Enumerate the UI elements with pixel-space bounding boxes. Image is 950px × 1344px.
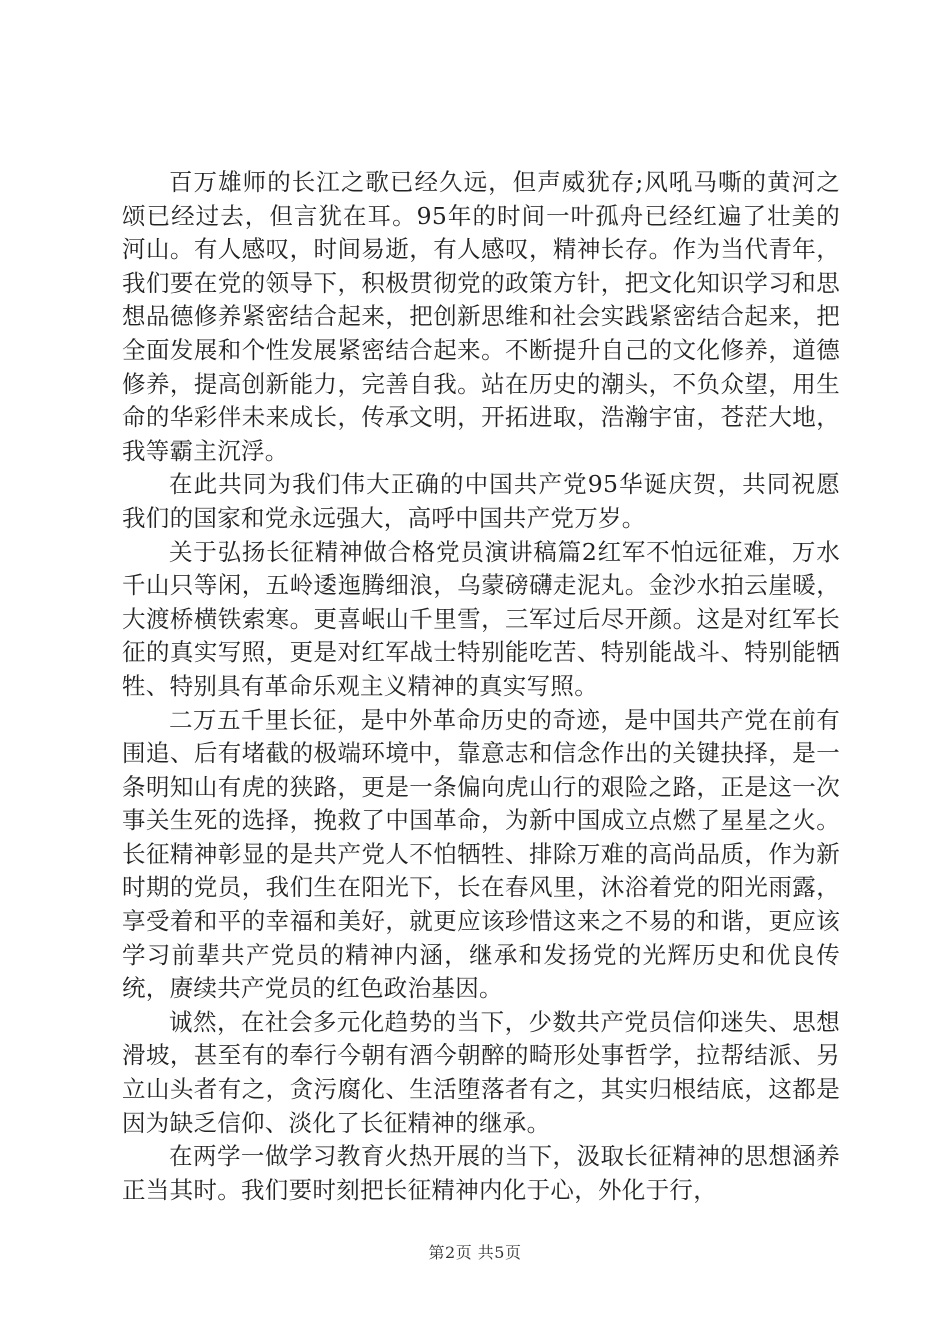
paragraph-4: 二万五千里长征，是中外革命历史的奇迹，是中国共产党在前有围追、后有堵截的极端环境中，靠意志和信念作出的关键抉择，是一条明知山有虎的狭路，更是一条偏向虎山行的艰险之路，正是这一次事关生死的选择，挽救了中国革命，为新中国成立点燃了星星之火。长征精神彰显的是共产党人不怕牺牲、排除万难的高尚品质，作为新时期的党员，我们生在阳光下，长在春风里，沐浴着党的阳光雨露，享受着和平的幸福和美好，就更应该珍惜这来之不易的和谐，更应该学习前辈共产党员的精神内涵，继承和发扬党的光辉历史和优良传统，赓续共产党员的红色政治基因。 xyxy=(122,705,840,1003)
paragraph-3: 关于弘扬长征精神做合格党员演讲稿篇2红军不怕远征难，万水千山只等闲，五岭逶迤腾细浪，乌蒙磅礴走泥丸。金沙水拍云崖暖，大渡桥横铁索寒。更喜岷山千里雪，三军过后尽开颜。这是对红军长征的真实写照，更是对红军战士特别能吃苦、特别能战斗、特别能牺牲、特别具有革命乐观主义精神的真实写照。 xyxy=(122,537,840,700)
page-footer: 第2页 共5页 xyxy=(428,1243,522,1262)
document-body xyxy=(122,166,840,1207)
paragraph-2: 在此共同为我们伟大正确的中国共产党95华诞庆贺，共同祝愿我们的国家和党永远强大，高呼中国共产党万岁。 xyxy=(122,470,840,532)
paragraph-6: 在两学一做学习教育火热开展的当下，汲取长征精神的思想涵养正当其时。我们要时刻把长征精神内化于心，外化于行， xyxy=(122,1142,840,1204)
paragraph-5: 诚然，在社会多元化趋势的当下，少数共产党员信仰迷失、思想滑坡，甚至有的奉行今朝有酒今朝醉的畸形处事哲学，拉帮结派、另立山头者有之，贪污腐化、生活堕落者有之，其实归根结底，这都是因为缺乏信仰、淡化了长征精神的继承。 xyxy=(122,1007,840,1137)
paragraph-1: 百万雄师的长江之歌已经久远，但声威犹存;风吼马嘶的黄河之颂已经过去，但言犹在耳。95年的时间一叶孤舟已经红遍了壮美的河山。有人感叹，时间易逝，有人感叹，精神长存。作为当代青年，我们要在党的领导下，积极贯彻党的政策方针，把文化知识学习和思想品德修养紧密结合起来，把创新思维和社会实践紧密结合起来，把全面发展和个性发展紧密结合起来。不断提升自己的文化修养，道德修养，提高创新能力，完善自我。站在历史的潮头，不负众望，用生命的华彩伴未来成长，传承文明，开拓进取，浩瀚宇宙，苍茫大地，我等霸主沉浮。 xyxy=(122,168,840,465)
